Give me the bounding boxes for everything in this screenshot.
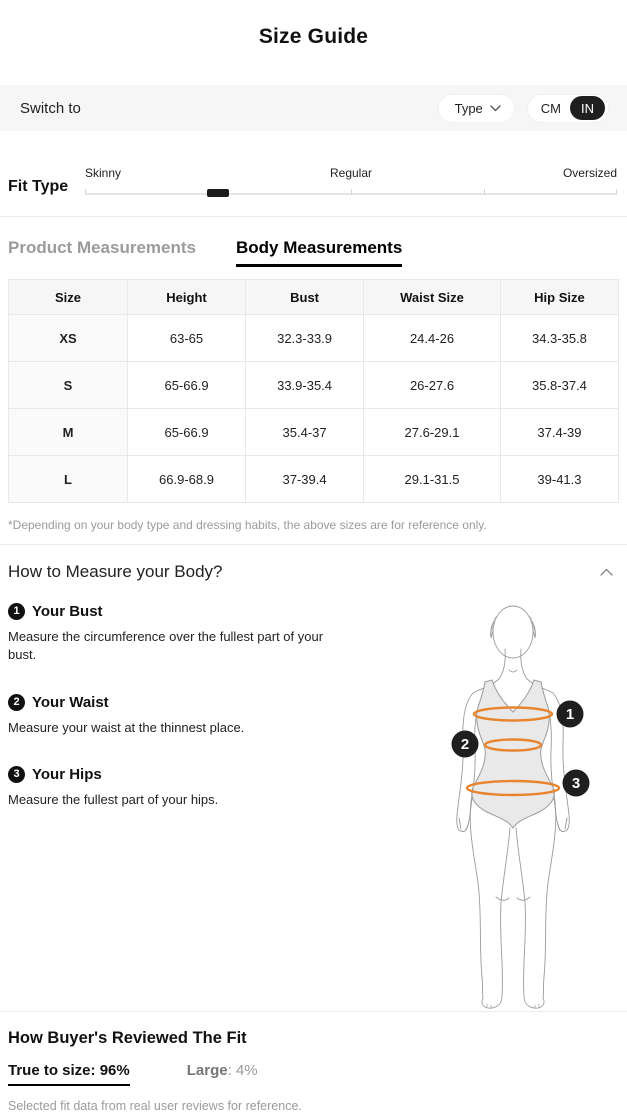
measure-step-hips bbox=[8, 766, 324, 809]
body-figure-illustration bbox=[430, 591, 627, 1011]
stat-separator: : bbox=[90, 1062, 100, 1079]
how-to-measure-header[interactable] bbox=[0, 545, 627, 582]
stat-value: 96% bbox=[99, 1062, 130, 1079]
cell-size: M bbox=[9, 409, 128, 456]
fit-option-skinny[interactable]: Skinny bbox=[85, 166, 122, 180]
cell-hip: 35.8-37.4 bbox=[500, 362, 618, 409]
cell-bust: 32.3-33.9 bbox=[246, 315, 364, 362]
how-to-measure-title: How to Measure your Body? bbox=[8, 562, 223, 581]
stat-label: Large bbox=[186, 1062, 228, 1079]
step-title: Your Hips bbox=[32, 766, 102, 783]
cell-waist: 26-27.6 bbox=[364, 362, 501, 409]
unit-toggle[interactable] bbox=[527, 94, 609, 123]
reviewed-title: How Buyer's Reviewed The Fit bbox=[8, 1029, 247, 1047]
col-size: Size bbox=[9, 280, 128, 315]
table-row bbox=[9, 409, 619, 456]
fit-stats bbox=[8, 1062, 619, 1086]
cell-waist: 24.4-26 bbox=[364, 315, 501, 362]
figure-badge-2: 2 bbox=[460, 736, 470, 753]
step-description: Measure your waist at the thinnest place. bbox=[8, 720, 245, 735]
col-bust: Bust bbox=[246, 280, 364, 315]
col-hip: Hip Size bbox=[500, 280, 618, 315]
col-waist: Waist Size bbox=[364, 280, 501, 315]
page-title: Size Guide bbox=[258, 25, 369, 48]
cell-height: 65-66.9 bbox=[128, 362, 246, 409]
switch-bar bbox=[0, 85, 627, 131]
step-title: Your Waist bbox=[32, 694, 109, 711]
cell-size: S bbox=[9, 362, 128, 409]
cell-height: 66.9-68.9 bbox=[128, 456, 246, 503]
switch-to-label: Switch to bbox=[20, 99, 81, 117]
cell-height: 63-65 bbox=[128, 315, 246, 362]
cell-hip: 34.3-35.8 bbox=[500, 315, 618, 362]
cell-height: 65-66.9 bbox=[128, 409, 246, 456]
step-number-badge: 1 bbox=[8, 603, 25, 620]
cell-hip: 37.4-39 bbox=[500, 409, 618, 456]
cell-waist: 29.1-31.5 bbox=[364, 456, 501, 503]
size-table bbox=[8, 279, 619, 503]
slider-tick bbox=[85, 189, 86, 195]
figure-badge-3: 3 bbox=[571, 775, 581, 792]
step-number-badge: 2 bbox=[8, 694, 25, 711]
type-dropdown-label: Type bbox=[454, 100, 483, 116]
fit-type-slider[interactable] bbox=[85, 131, 617, 216]
table-row bbox=[9, 456, 619, 503]
tab-product-measurements[interactable]: Product Measurements bbox=[8, 238, 196, 257]
col-height: Height bbox=[128, 280, 246, 315]
stat-large[interactable] bbox=[187, 1062, 258, 1079]
fit-option-regular[interactable]: Regular bbox=[329, 166, 373, 180]
step-description: Measure the circumference over the fullest part of your bust. bbox=[8, 629, 324, 663]
fit-type-section bbox=[0, 131, 627, 216]
chevron-down-icon bbox=[490, 105, 501, 112]
step-description: Measure the fullest part of your hips. bbox=[8, 792, 219, 807]
table-row bbox=[9, 315, 619, 362]
cell-size: XS bbox=[9, 315, 128, 362]
slider-tick bbox=[616, 189, 617, 195]
size-disclaimer: *Depending on your body type and dressing habits, the above sizes are for reference only. bbox=[8, 518, 487, 532]
measurement-tabs bbox=[0, 217, 627, 267]
figure-face bbox=[493, 606, 533, 658]
slider-tick bbox=[351, 189, 352, 195]
figure-badge-1: 1 bbox=[565, 706, 575, 723]
reviewed-section bbox=[0, 1012, 627, 1113]
chevron-up-icon[interactable] bbox=[600, 568, 613, 576]
slider-handle[interactable] bbox=[207, 189, 229, 197]
cell-bust: 37-39.4 bbox=[246, 456, 364, 503]
stat-separator: : bbox=[227, 1062, 236, 1079]
table-row bbox=[9, 362, 619, 409]
stat-label: True to size bbox=[8, 1062, 91, 1079]
unit-option-in[interactable]: IN bbox=[570, 96, 605, 120]
type-dropdown-button[interactable] bbox=[438, 94, 515, 123]
figure-bodysuit bbox=[472, 680, 555, 828]
cell-bust: 33.9-35.4 bbox=[246, 362, 364, 409]
cell-bust: 35.4-37 bbox=[246, 409, 364, 456]
fit-option-oversized[interactable]: Oversized bbox=[562, 166, 617, 180]
slider-tick bbox=[484, 189, 485, 195]
stat-value: 4% bbox=[235, 1062, 258, 1079]
tab-body-measurements[interactable]: Body Measurements bbox=[236, 237, 402, 267]
switch-controls bbox=[438, 94, 609, 123]
cell-size: L bbox=[9, 456, 128, 503]
measure-section bbox=[0, 591, 627, 1011]
measure-step-waist bbox=[8, 694, 324, 737]
unit-option-cm[interactable]: CM bbox=[540, 100, 561, 116]
stat-true-to-size[interactable] bbox=[8, 1062, 130, 1086]
measure-step-bust bbox=[8, 603, 324, 664]
step-number-badge: 3 bbox=[8, 766, 25, 783]
reviewed-note: Selected fit data from real user reviews for reference. bbox=[8, 1099, 302, 1113]
cell-hip: 39-41.3 bbox=[500, 456, 618, 503]
step-title: Your Bust bbox=[32, 603, 103, 620]
fit-type-label: Fit Type bbox=[8, 178, 69, 195]
cell-waist: 27.6-29.1 bbox=[364, 409, 501, 456]
table-header-row bbox=[9, 280, 619, 315]
